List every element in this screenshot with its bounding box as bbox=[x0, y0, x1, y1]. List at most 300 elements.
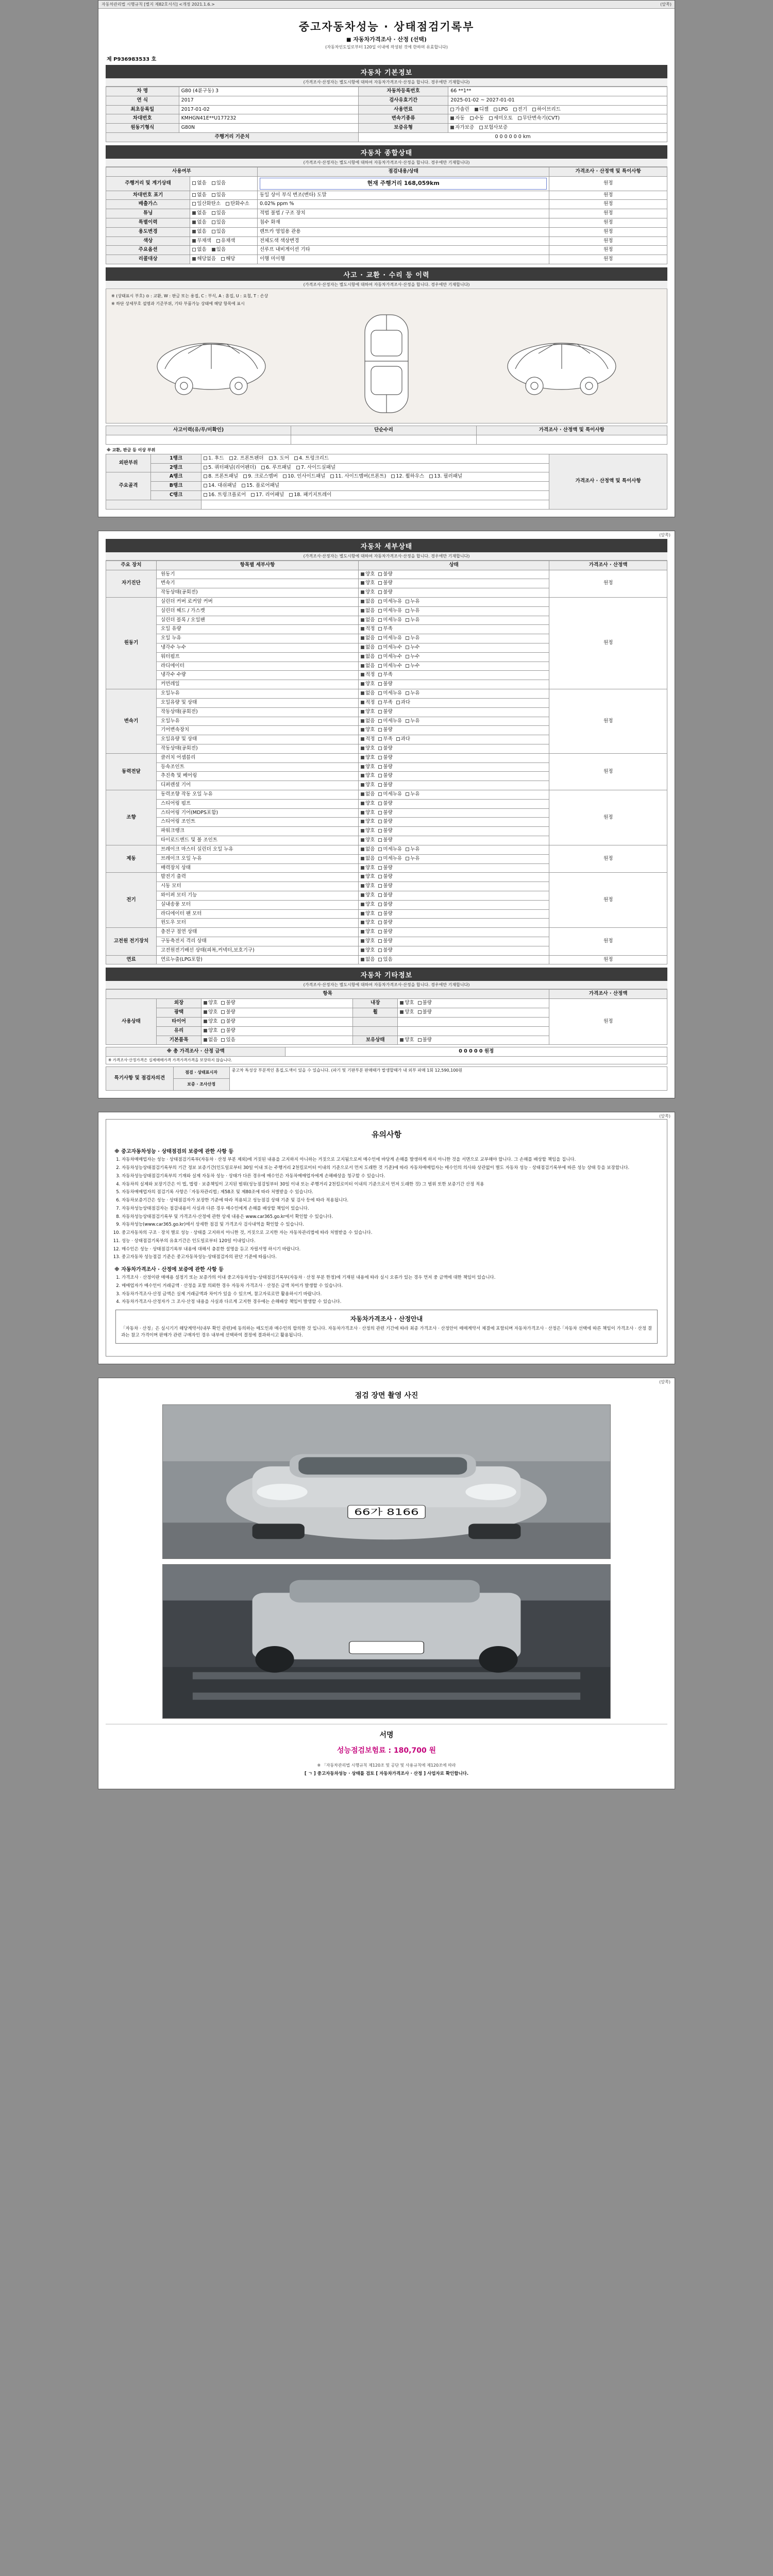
detail-option[interactable]: 누유 bbox=[406, 791, 419, 798]
overall-option[interactable]: 해당 bbox=[221, 256, 235, 263]
detail-option[interactable]: 누유 bbox=[406, 846, 419, 853]
etc-option[interactable]: 불량 bbox=[418, 1000, 432, 1007]
detail-option[interactable]: 양호 bbox=[361, 892, 375, 899]
trans-option[interactable]: 세미오토 bbox=[489, 115, 513, 122]
detail-option[interactable]: 미세누유 bbox=[378, 846, 402, 853]
table-row bbox=[106, 105, 667, 114]
photos-title: 점검 장면 촬영 사진 bbox=[355, 1392, 418, 1400]
detail-option[interactable]: 적정 bbox=[361, 736, 375, 743]
car-side-right-diagram bbox=[502, 325, 621, 402]
detail-option[interactable]: 양호 bbox=[361, 810, 375, 817]
detail-item-label: 시동 모터 bbox=[157, 882, 359, 891]
detail-option[interactable]: 부족 bbox=[378, 626, 392, 633]
col-head: 사고이력(유/무/미확인) bbox=[106, 426, 291, 435]
trans-option[interactable]: 수동 bbox=[470, 115, 484, 122]
fuel-option[interactable]: 가솔린 bbox=[450, 107, 469, 113]
detail-item-options bbox=[359, 698, 549, 707]
detail-option[interactable]: 불량 bbox=[378, 892, 392, 899]
basic-label: 차대번호 bbox=[106, 114, 179, 124]
table-row bbox=[106, 753, 667, 762]
table-row bbox=[106, 1067, 667, 1079]
detail-option[interactable]: 없음 bbox=[361, 617, 375, 624]
detail-item-label: 라디에이터 bbox=[157, 662, 359, 671]
detail-item-options bbox=[359, 900, 549, 909]
form-code: 자동차관리법 시행규칙 [별지 제82호서식] <개정 2021.1.6.> bbox=[102, 2, 215, 7]
detail-item-label: 라디에이터 팬 모터 bbox=[157, 909, 359, 919]
detail-item-options bbox=[359, 643, 549, 653]
detail-item-options bbox=[359, 873, 549, 882]
detail-option[interactable]: 적정 bbox=[361, 626, 375, 633]
part-item[interactable]: 17. 리어패널 bbox=[251, 492, 284, 499]
etc-side-label: 사용상태 bbox=[106, 999, 157, 1045]
detail-option[interactable]: 없음 bbox=[361, 718, 375, 725]
overall-option[interactable]: 있음 bbox=[212, 247, 226, 253]
fuel-option[interactable]: 디젤 bbox=[475, 107, 489, 113]
section-accident-title: 사고 · 교환 · 수리 등 이력 bbox=[106, 267, 667, 281]
detail-option[interactable]: 있음 bbox=[378, 957, 392, 963]
overall-detail: 선루프 내비게이션 기타 bbox=[258, 246, 549, 255]
detail-item-options bbox=[359, 909, 549, 919]
detail-option[interactable]: 양호 bbox=[361, 911, 375, 918]
overall-option[interactable]: 탄화수소 bbox=[226, 201, 249, 208]
trans-option[interactable]: 자동 bbox=[450, 115, 464, 122]
detail-group-price: 원정 bbox=[549, 753, 667, 790]
detail-item-options bbox=[359, 652, 549, 662]
detail-option[interactable]: 누유 bbox=[406, 690, 419, 697]
basic-value: 66 **1** bbox=[448, 87, 667, 96]
part-item[interactable]: 11. 사이드멤버(프론트) bbox=[330, 473, 386, 480]
detail-item-label: 디퍼렌셜 기어 bbox=[157, 781, 359, 790]
detail-option[interactable]: 없음 bbox=[361, 856, 375, 862]
detail-option[interactable]: 부족 bbox=[378, 736, 392, 743]
detail-option[interactable]: 양호 bbox=[361, 801, 375, 807]
part-item[interactable]: 16. 트렁크플로어 bbox=[204, 492, 246, 499]
detail-option[interactable]: 없음 bbox=[361, 957, 375, 963]
detail-option[interactable]: 미세누유 bbox=[378, 635, 402, 642]
detail-option[interactable]: 누유 bbox=[406, 718, 419, 725]
detail-option[interactable]: 미세누유 bbox=[378, 791, 402, 798]
detail-option[interactable]: 불량 bbox=[378, 938, 392, 945]
overall-opts bbox=[190, 255, 258, 264]
svg-text:66가 8166: 66가 8166 bbox=[354, 1506, 419, 1517]
detail-group-price: 원정 bbox=[549, 689, 667, 754]
parts-items bbox=[201, 491, 549, 500]
etc-option[interactable]: 불량 bbox=[418, 1037, 432, 1044]
etc-option[interactable]: 불량 bbox=[418, 1009, 432, 1016]
detail-option[interactable]: 없음 bbox=[361, 635, 375, 642]
detail-option[interactable]: 불량 bbox=[378, 727, 392, 734]
page-corner-note: (앞쪽) bbox=[659, 1114, 670, 1119]
parts-rank: C랭크 bbox=[151, 491, 201, 500]
part-item[interactable]: 10. 인사이드패널 bbox=[283, 473, 325, 480]
detail-option[interactable]: 불량 bbox=[378, 902, 392, 908]
detail-option[interactable]: 미세누유 bbox=[378, 608, 402, 615]
etc-key-2: 휠 bbox=[353, 1008, 398, 1018]
notice-item: 2. 매매업자가 매수인이 거래금액 · 산정을 포함 의뢰한 경우 자동차 가격조사 · 산정은 금액 차이가 발생할 수 있습니다. bbox=[122, 1283, 660, 1290]
detail-option[interactable]: 양호 bbox=[361, 571, 375, 578]
overall-right: 원정 bbox=[549, 255, 667, 264]
detail-option[interactable]: 없음 bbox=[361, 663, 375, 670]
part-item[interactable]: 6. 루프패널 bbox=[261, 465, 291, 471]
detail-option[interactable]: 불량 bbox=[378, 929, 392, 936]
detail-item-label: 와이퍼 모터 기능 bbox=[157, 891, 359, 900]
detail-option[interactable]: 불량 bbox=[378, 828, 392, 835]
detail-option[interactable]: 누유 bbox=[406, 617, 419, 624]
detail-option[interactable]: 누유 bbox=[406, 599, 419, 605]
detail-option[interactable]: 양호 bbox=[361, 865, 375, 872]
part-item[interactable]: 14. 대쉬패널 bbox=[204, 483, 237, 489]
etc-key-2: 내장 bbox=[353, 999, 398, 1008]
detail-option[interactable]: 불량 bbox=[378, 801, 392, 807]
detail-group-price: 원정 bbox=[549, 597, 667, 689]
col-head: 가격조사 · 산정액 및 특이사항 bbox=[549, 167, 667, 176]
overall-opts bbox=[190, 191, 258, 200]
detail-option[interactable]: 불량 bbox=[378, 764, 392, 771]
basic-label: 사용연료 bbox=[359, 105, 448, 114]
overall-opts bbox=[190, 227, 258, 236]
basic-value: 2017-01-02 bbox=[179, 105, 358, 114]
basic-label: 보증유형 bbox=[359, 124, 448, 133]
detail-option[interactable]: 누수 bbox=[406, 654, 419, 660]
detail-item-options bbox=[359, 854, 549, 863]
overall-option[interactable]: 없음 bbox=[192, 229, 206, 235]
detail-item-label: 기어변속장치 bbox=[157, 726, 359, 735]
detail-option[interactable]: 양호 bbox=[361, 883, 375, 890]
detail-item-options bbox=[359, 919, 549, 928]
page-corner-note: (앞쪽) bbox=[659, 532, 670, 537]
section-overall-note: (가격조사·산정자는 별도시항에 대하여 자동차가격조사·산정을 합니다. 경우에만 기재합니다) bbox=[106, 159, 667, 167]
parts-items bbox=[201, 454, 549, 463]
detail-item-label: 실린더 헤드 / 가스켓 bbox=[157, 606, 359, 616]
detail-item-options bbox=[359, 882, 549, 891]
detail-option[interactable]: 누유 bbox=[406, 635, 419, 642]
page-1 bbox=[98, 0, 675, 517]
detail-option[interactable]: 없음 bbox=[361, 791, 375, 798]
detail-group-price: 원정 bbox=[549, 570, 667, 597]
overall-option[interactable]: 없음 bbox=[192, 219, 206, 226]
overall-detail: 동일 상이 부식 변조(변타) 도말 bbox=[258, 191, 549, 200]
table-row bbox=[106, 435, 667, 444]
table-row bbox=[106, 200, 667, 209]
footer-note-1: ※ 「자동차관리법 시행규칙 제120조 및 공단 및 사용규칙에 제120조에 따라 bbox=[317, 1763, 456, 1768]
detail-option[interactable]: 과다 bbox=[396, 700, 410, 706]
overall-key: 주요옵션 bbox=[106, 246, 190, 255]
detail-option[interactable]: 불량 bbox=[378, 911, 392, 918]
etc-option[interactable]: 있음 bbox=[221, 1037, 235, 1044]
part-item[interactable]: 1. 후드 bbox=[204, 455, 224, 462]
parts-items bbox=[201, 463, 549, 472]
detail-option[interactable]: 불량 bbox=[378, 920, 392, 926]
detail-item-options bbox=[359, 845, 549, 854]
part-item[interactable]: 8. 프론트패널 bbox=[204, 473, 238, 480]
overall-option[interactable]: 없음 bbox=[192, 210, 206, 217]
etc-option[interactable]: 양호 bbox=[204, 1009, 217, 1016]
etc-option[interactable]: 양호 bbox=[400, 1009, 414, 1016]
total-price-table bbox=[106, 1047, 667, 1064]
etc-options-2 bbox=[398, 1008, 549, 1018]
detail-option[interactable]: 불량 bbox=[378, 681, 392, 688]
overall-option[interactable]: 무채색 bbox=[192, 238, 211, 245]
detail-option[interactable]: 부족 bbox=[378, 672, 392, 679]
mileage-cell bbox=[258, 176, 549, 191]
etc-option[interactable]: 양호 bbox=[400, 1037, 414, 1044]
detail-option[interactable]: 불량 bbox=[378, 755, 392, 761]
etc-option[interactable]: 양호 bbox=[204, 1028, 217, 1035]
detail-option[interactable]: 불량 bbox=[378, 947, 392, 954]
overall-opts bbox=[190, 200, 258, 209]
overall-option[interactable]: 있음 bbox=[212, 219, 226, 226]
detail-option[interactable]: 누유 bbox=[406, 856, 419, 862]
detail-option[interactable]: 불량 bbox=[378, 837, 392, 844]
col-head: 사용여부 bbox=[106, 167, 258, 176]
table-row bbox=[106, 124, 667, 133]
overall-option[interactable]: 없음 bbox=[192, 192, 206, 199]
car-side-left-diagram bbox=[152, 325, 271, 402]
total-value: 0 0 0 0 0 원정 bbox=[285, 1047, 667, 1057]
detail-item-options bbox=[359, 597, 549, 606]
detail-option[interactable]: 미세누유 bbox=[378, 856, 402, 862]
detail-option[interactable]: 양호 bbox=[361, 938, 375, 945]
docno-label: 제 bbox=[107, 57, 112, 62]
part-item[interactable]: 13. 필러패널 bbox=[429, 473, 462, 480]
detail-option[interactable]: 양호 bbox=[361, 837, 375, 844]
detail-option[interactable]: 없음 bbox=[361, 690, 375, 697]
table-header-row bbox=[106, 167, 667, 176]
parts-group: 외판부위 bbox=[106, 454, 151, 472]
col-head: 가격조사 · 산정액 bbox=[549, 561, 667, 570]
detail-item-options bbox=[359, 707, 549, 717]
special-label: 특기사항 및 점검자의견 bbox=[106, 1067, 174, 1091]
detail-option[interactable]: 적정 bbox=[361, 700, 375, 706]
overall-detail: 렌트카 영업용 관용 bbox=[258, 227, 549, 236]
detail-option[interactable]: 적정 bbox=[361, 672, 375, 679]
form-microbar bbox=[98, 1, 675, 9]
overall-option[interactable]: 해당없음 bbox=[192, 256, 216, 263]
detail-option[interactable]: 양호 bbox=[361, 828, 375, 835]
detail-option[interactable]: 양호 bbox=[361, 773, 375, 779]
detail-option[interactable]: 양호 bbox=[361, 947, 375, 954]
page-subtitle bbox=[106, 35, 667, 44]
detail-item-options bbox=[359, 891, 549, 900]
detail-option[interactable]: 양호 bbox=[361, 709, 375, 716]
basic-label: 주행거리 기준치 bbox=[106, 133, 359, 142]
col-head: 상태 bbox=[359, 561, 549, 570]
part-item[interactable]: 18. 패키지트레이 bbox=[289, 492, 331, 499]
detail-option[interactable]: 없음 bbox=[361, 599, 375, 605]
photos-wrap bbox=[106, 1404, 667, 1719]
detail-option[interactable]: 누유 bbox=[406, 608, 419, 615]
etc-price: 원정 bbox=[549, 999, 667, 1045]
etc-table-body bbox=[106, 999, 667, 1045]
detail-option[interactable]: 부족 bbox=[378, 700, 392, 706]
detail-item-label: 등속조인트 bbox=[157, 762, 359, 772]
trans-option[interactable]: 무단변속기(CVT) bbox=[518, 115, 560, 122]
car-top-diagram bbox=[356, 310, 417, 418]
overall-option[interactable]: 있음 bbox=[212, 180, 226, 187]
part-item[interactable]: 7. 사이드실패널 bbox=[296, 465, 335, 471]
part-item[interactable]: 5. 쿼터패널(리어펜더) bbox=[204, 465, 256, 471]
detail-option[interactable]: 불량 bbox=[378, 874, 392, 880]
parts-rank: 1랭크 bbox=[151, 454, 201, 463]
detail-option[interactable]: 양호 bbox=[361, 819, 375, 825]
part-item[interactable]: 12. 휠하우스 bbox=[391, 473, 424, 480]
col-head: 가격조사 · 산정액 및 특이사항 bbox=[476, 426, 667, 435]
fuel-option[interactable]: 하이브리드 bbox=[532, 107, 561, 113]
overall-option[interactable]: 유채색 bbox=[216, 238, 236, 245]
parts-empty bbox=[106, 500, 201, 509]
notice-item: 1. 자동차매매업자는 성능 · 상태점검기록부(자동차 · 산정 부분 제외)에 거짓된 내용을 고지하지 아니하는 거짓으로 고지됨으로써 매수인에 바당게 손해를 발생하게 하지 아니한 것을 서면으로 교부해야 합니다. 그 손해를 배상할 책임을 집니다. bbox=[122, 1157, 660, 1163]
detail-option[interactable]: 미세누유 bbox=[378, 617, 402, 624]
detail-option[interactable]: 불량 bbox=[378, 745, 392, 752]
detail-option[interactable]: 없음 bbox=[361, 608, 375, 615]
notice-item: 6. 자동차보증기간은 성능 · 상태점검자가 보장한 기준에 따라 적용되고 성능점검 상태 기준 및 검사 등에 따라 적용됩니다. bbox=[122, 1197, 660, 1204]
etc-option[interactable]: 불량 bbox=[221, 1000, 235, 1007]
fuel-option[interactable]: 전기 bbox=[513, 107, 527, 113]
notice-item: 12. 매수인은 성능 · 상태점검기록부 내용에 대해서 충분한 설명을 듣고 자필서명 하시기 바랍니다. bbox=[122, 1246, 660, 1253]
detail-item-options bbox=[359, 634, 549, 643]
part-item[interactable]: 9. 크로스멤버 bbox=[243, 473, 278, 480]
table-row bbox=[106, 955, 667, 964]
fee-value: 180,700 원 bbox=[393, 1747, 436, 1755]
detail-item-label: 추진축 및 베어링 bbox=[157, 772, 359, 781]
part-item[interactable]: 15. 플로어패널 bbox=[242, 483, 279, 489]
detail-option[interactable]: 과다 bbox=[396, 736, 410, 743]
detail-option[interactable]: 미세누유 bbox=[378, 599, 402, 605]
detail-option[interactable]: 불량 bbox=[378, 810, 392, 817]
etc-options bbox=[201, 1017, 353, 1026]
col-head: 단순수리 bbox=[291, 426, 476, 435]
detail-option[interactable]: 양호 bbox=[361, 745, 375, 752]
detail-option[interactable]: 양호 bbox=[361, 589, 375, 596]
detail-item-label: 오일유량 및 상태 bbox=[157, 698, 359, 707]
etc-key: 타이어 bbox=[157, 1017, 201, 1026]
detail-option[interactable]: 양호 bbox=[361, 920, 375, 926]
vehicle-underbody-photo bbox=[162, 1564, 611, 1719]
overall-option[interactable]: 있음 bbox=[212, 192, 226, 199]
detail-option[interactable]: 불량 bbox=[378, 819, 392, 825]
etc-option[interactable]: 양호 bbox=[400, 1000, 414, 1007]
detail-option[interactable]: 없음 bbox=[361, 654, 375, 660]
etc-option[interactable]: 양호 bbox=[204, 1019, 217, 1025]
etc-option[interactable]: 불량 bbox=[221, 1028, 235, 1035]
detail-item-label: 워터펌프 bbox=[157, 652, 359, 662]
detail-option[interactable]: 양호 bbox=[361, 681, 375, 688]
page-side: (앞쪽) bbox=[660, 2, 671, 7]
detail-option[interactable]: 미세누수 bbox=[378, 645, 402, 651]
detail-item-options bbox=[359, 762, 549, 772]
detail-option[interactable]: 미세누수 bbox=[378, 663, 402, 670]
etc-table bbox=[106, 989, 667, 1045]
table-row bbox=[106, 454, 667, 463]
table-row bbox=[106, 96, 667, 105]
detail-item-options bbox=[359, 680, 549, 689]
detail-option[interactable]: 미세누수 bbox=[378, 654, 402, 660]
detail-option[interactable]: 양호 bbox=[361, 782, 375, 789]
detail-item-label: 오일누유 bbox=[157, 689, 359, 699]
overall-option[interactable]: 없음 bbox=[192, 247, 206, 253]
etc-key-2 bbox=[353, 1026, 398, 1036]
hist-value bbox=[106, 435, 291, 444]
notice-item: 11. 성능 · 상태점검기록부의 유효기간은 인도일로부터 120일 이내입니다. bbox=[122, 1238, 660, 1245]
detail-item-options bbox=[359, 662, 549, 671]
notice-item: 1. 가격조사 · 산정이란 매매용 설정기 또는 보증가의 이내 중고자동차성능·상태점검기록부(자동차 · 산정 부분 한정)에 기재된 내용에 따라 실시 오류가 있는 경우 먼저 중 금액에 대한 책임이 있습니다. bbox=[122, 1275, 660, 1281]
detail-option[interactable]: 불량 bbox=[378, 589, 392, 596]
detail-option[interactable]: 양호 bbox=[361, 874, 375, 880]
detail-group-name: 변속기 bbox=[106, 689, 157, 754]
notice-item: 7. 자동차성능상태점검자는 점검내용이 사실과 다른 경우 매수인에게 손해를 배상할 책임이 있습니다. bbox=[122, 1206, 660, 1212]
detail-item-label: 오일 유량 bbox=[157, 625, 359, 634]
detail-option[interactable]: 양호 bbox=[361, 580, 375, 587]
overall-option[interactable]: 있음 bbox=[212, 229, 226, 235]
overall-option[interactable]: 없음 bbox=[192, 180, 206, 187]
col-head: 항목 bbox=[106, 990, 549, 999]
overall-option[interactable]: 일산화탄소 bbox=[192, 201, 221, 208]
detail-option[interactable]: 없음 bbox=[361, 645, 375, 651]
overall-key: 튜닝 bbox=[106, 209, 190, 218]
etc-option[interactable]: 양호 bbox=[204, 1000, 217, 1007]
detail-option[interactable]: 불량 bbox=[378, 580, 392, 587]
detail-item-label: 브레이크 마스터 실린더 오일 누유 bbox=[157, 845, 359, 854]
basic-label: 원동기형식 bbox=[106, 124, 179, 133]
detail-option[interactable]: 불량 bbox=[378, 865, 392, 872]
warranty-option[interactable]: 자가보증 bbox=[450, 125, 474, 131]
hist-value bbox=[476, 435, 667, 444]
parts-rank: 2랭크 bbox=[151, 463, 201, 472]
detail-option[interactable]: 미세누유 bbox=[378, 718, 402, 725]
fuel-option[interactable]: LPG bbox=[494, 107, 508, 113]
diagram-legend-1: ※ (상태표시 부호) ⊙ : 교환, W : 판금 또는 용접, C : 부식, A : 흠집, U : 요철, T : 손상 bbox=[111, 294, 268, 299]
section-overall-title: 자동차 종합상태 bbox=[106, 145, 667, 159]
detail-item-label: 오일누유 bbox=[157, 717, 359, 726]
etc-option[interactable]: 없음 bbox=[204, 1037, 217, 1044]
overall-option[interactable]: 있음 bbox=[212, 210, 226, 217]
overall-right: 원정 bbox=[549, 191, 667, 200]
detail-option[interactable]: 누수 bbox=[406, 663, 419, 670]
etc-option[interactable]: 불량 bbox=[221, 1019, 235, 1025]
etc-option[interactable]: 불량 bbox=[221, 1009, 235, 1016]
detail-option[interactable]: 불량 bbox=[378, 883, 392, 890]
warranty-option[interactable]: 보험사보증 bbox=[479, 125, 508, 131]
detail-option[interactable]: 누수 bbox=[406, 645, 419, 651]
notice-item: 3. 자동차성능상태점검기록부의 기재와 실제 자동차 성능 · 상태가 다른 경우에 매수인은 자동차매매업자에게 손해배상을 청구할 수 있습니다. bbox=[122, 1173, 660, 1180]
part-item[interactable]: 3. 도어 bbox=[269, 455, 289, 462]
detail-option[interactable]: 불량 bbox=[378, 782, 392, 789]
detail-option[interactable]: 불량 bbox=[378, 709, 392, 716]
detail-option[interactable]: 양호 bbox=[361, 755, 375, 761]
detail-state-table bbox=[106, 561, 667, 965]
overall-right: 원정 bbox=[549, 227, 667, 236]
detail-option[interactable]: 양호 bbox=[361, 727, 375, 734]
detail-item-label: 커먼레일 bbox=[157, 680, 359, 689]
etc-options bbox=[201, 1036, 353, 1045]
detail-option[interactable]: 양호 bbox=[361, 929, 375, 936]
table-row bbox=[106, 114, 667, 124]
detail-option[interactable]: 양호 bbox=[361, 902, 375, 908]
detail-option[interactable]: 불량 bbox=[378, 773, 392, 779]
diagram-legend-2: ※ 하단 상세부호 설명과 기준부위, 기타 부품가능 상태에 해당 항목에 표시 bbox=[111, 301, 245, 307]
etc-options bbox=[201, 999, 353, 1008]
detail-option[interactable]: 양호 bbox=[361, 764, 375, 771]
part-item[interactable]: 2. 프론트펜더 bbox=[229, 455, 264, 462]
part-item[interactable]: 4. 트렁크리드 bbox=[294, 455, 329, 462]
detail-item-label: 타이로드엔드 및 볼 조인트 bbox=[157, 836, 359, 845]
overall-key: 리콜대상 bbox=[106, 255, 190, 264]
detail-option[interactable]: 미세누유 bbox=[378, 690, 402, 697]
detail-item-options bbox=[359, 570, 549, 579]
detail-option[interactable]: 불량 bbox=[378, 571, 392, 578]
detail-option[interactable]: 없음 bbox=[361, 846, 375, 853]
detail-group-name: 자기진단 bbox=[106, 570, 157, 597]
